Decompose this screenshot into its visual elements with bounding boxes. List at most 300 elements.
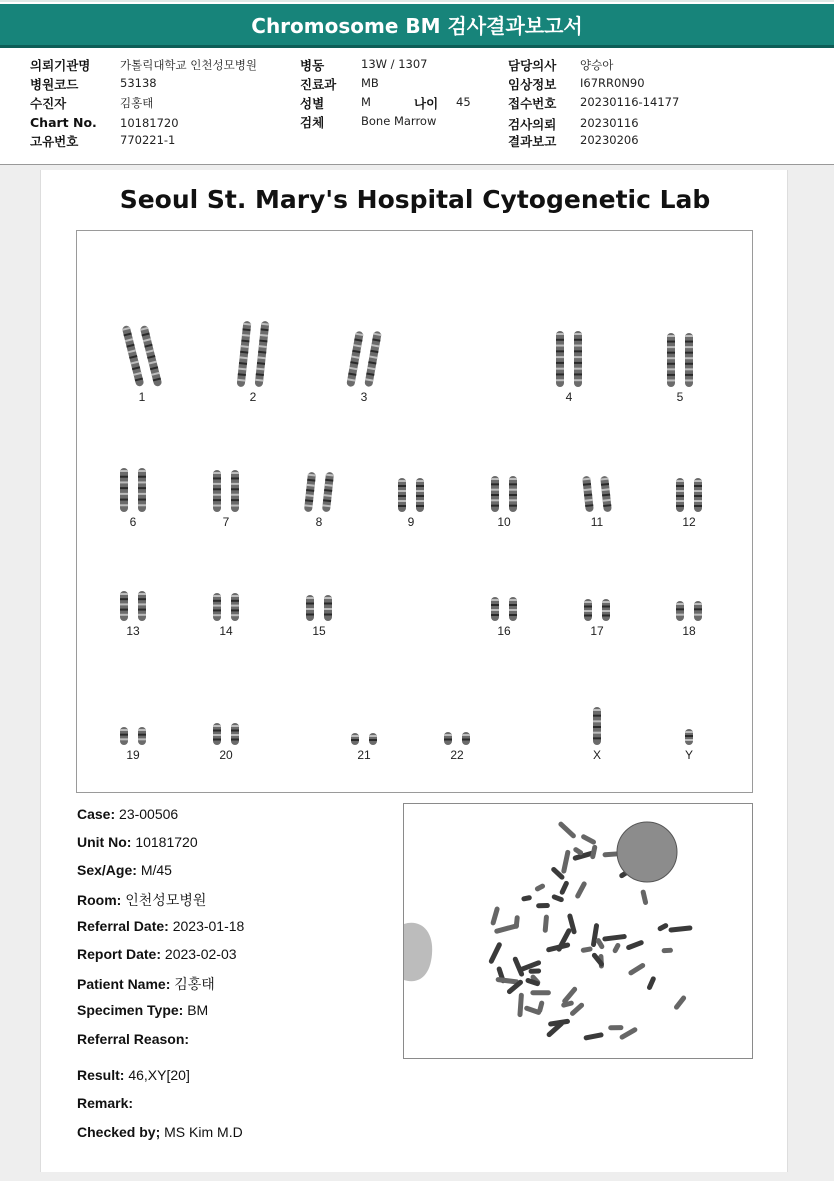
chromosome-band [676,495,684,497]
age-label: 나이 [414,96,439,111]
chromosome-band [685,363,693,365]
chromosome-band [120,487,128,489]
chromosome-band [231,595,239,597]
chromosome [600,476,612,513]
test-request-value: 20230116 [580,116,639,130]
chromosome-band [593,720,601,722]
chromosome-band [138,734,146,736]
metaphase-chromosome [528,968,541,973]
department-value: MB [361,76,379,90]
chromosome-band [306,603,314,605]
chromosome-band [491,483,499,485]
metaphase-chromosome [583,1032,604,1041]
chromosome-band [120,734,128,736]
chromosome-band [694,485,702,487]
chromosome-band [462,734,470,736]
chromosome-band [685,374,693,376]
chromosome-pair-19 [120,727,146,762]
chromosome-label: 21 [357,748,371,762]
chromosome-band [602,615,610,617]
chromosome-pair-7 [213,470,239,529]
chromosome-band [491,505,499,507]
report-header [0,0,834,165]
chromosome-band [602,606,610,608]
chromosome-label: 5 [676,390,684,404]
metaphase-chromosome [559,880,570,895]
chromosome-band [509,499,517,501]
chromosome-band [667,368,675,370]
chromosome-label: Y [684,748,694,762]
chromosome-pair-5 [667,333,693,404]
room-row: Room: 인천성모병원 [77,892,207,908]
chromosome [120,591,128,621]
chromosome-band [574,333,582,335]
result-row: Result: 46,XY[20] [77,1067,190,1083]
chromosome [416,478,424,512]
chromosome-band [213,488,221,490]
clinical-info-label: 임상정보 [508,77,557,92]
chromosome-band [676,505,684,507]
patient-name-row: Patient Name: 김홍태 [77,976,215,992]
chromosome-band [138,487,146,489]
unique-id-value: 770221-1 [120,133,176,147]
chromosome-pair-10 [491,476,517,529]
chromosome [694,478,702,512]
chart-no-value: 10181720 [120,116,179,130]
metaphase-figure [404,804,752,1058]
chromosome-band [231,609,239,611]
chromosome-band [593,709,601,711]
chromosome-band [667,379,675,381]
chromosome-band [574,362,582,364]
metaphase-image [403,803,753,1059]
chromosome-band [491,494,499,496]
chromosome-band [398,505,406,507]
chromosome-band [694,490,702,492]
chromosome-label: 11 [590,515,604,529]
chromosome-band [231,494,239,496]
chromosome-band [574,373,582,375]
chromosome [306,595,314,621]
chromosome-band [138,598,146,600]
chromosome-band [509,478,517,480]
interphase-nucleus [617,822,677,882]
accession-no-label: 접수번호 [508,96,557,111]
hospital-code-value: 53138 [120,76,157,90]
case-row: Case: 23-00506 [77,806,179,822]
metaphase-chromosome [574,881,587,900]
chromosome [237,321,252,387]
chromosome-band [120,738,128,740]
chromosome-band [138,481,146,483]
chromosome-band [351,735,359,737]
metaphase-chromosome [673,995,687,1011]
chromosome-band [231,505,239,507]
chromosome-band [138,476,146,478]
chromosome-band [667,374,675,376]
department-label: 진료과 [300,77,337,92]
chromosome-band [556,339,564,341]
patient-label: 수진자 [30,96,67,111]
chromosome-pair-9 [398,478,424,529]
chromosome-band [593,715,601,717]
specimen-value: Bone Marrow [361,114,437,128]
chromosome-band [416,505,424,507]
chromosome-band [602,610,610,612]
sex-age-row: Sex/Age: M/45 [77,862,172,878]
chromosome-band [120,476,128,478]
chromosome-band [509,599,517,601]
chromosome-label: 12 [682,515,696,529]
chromosome-label: X [592,748,602,762]
chromosome-band [667,357,675,359]
chromosome-band [694,614,702,616]
chromosome-band [574,368,582,370]
requesting-institution-value: 가톨릭대학교 인천성모병원 [120,58,257,72]
chromosome-band [398,485,406,487]
chromosome-pair-13 [120,591,146,638]
chromosome-band [416,495,424,497]
attending-doctor-value: 양승아 [580,58,614,72]
chromosome [602,599,610,621]
chromosome-band [685,335,693,337]
chromosome-band [509,494,517,496]
chromosome-band [120,609,128,611]
chromosome [213,593,221,621]
chromosome-band [685,368,693,370]
chromosome [676,601,684,621]
chromosome-band [213,472,221,474]
chromosome [255,321,270,387]
chromosome [122,325,145,387]
chromosome-band [138,499,146,501]
chromosome-pair-16 [491,597,517,638]
chromosome-pair-4 [556,331,582,404]
chromosome-band [324,608,332,610]
chromosome-band [213,505,221,507]
chromosome [120,727,128,745]
chromosome [231,593,239,621]
report-page [40,170,788,1172]
attending-doctor-label: 담당의사 [508,58,557,73]
chromosome-label: 4 [565,390,573,404]
chromosome-band [444,734,452,736]
metaphase-chromosome [521,895,532,902]
chromosome-band [369,735,377,737]
chart-no-label: Chart No. [30,115,97,130]
chromosome-band [138,603,146,605]
chromosome-band [556,345,564,347]
chromosome-band [231,730,239,732]
sex-value: M [361,95,371,109]
chromosome-band [120,614,128,616]
chromosome [231,470,239,512]
chromosome-band [231,499,239,501]
chromosome-band [685,731,693,733]
chromosome-label: 16 [497,624,511,638]
result-report-label: 결과보고 [508,134,557,149]
metaphase-chromosome [646,976,656,991]
chromosome-band [231,483,239,485]
chromosome [593,707,601,745]
chromosome-band [694,603,702,605]
chromosome-band [416,485,424,487]
chromosome-band [120,499,128,501]
chromosome-band [120,504,128,506]
chromosome [322,472,334,513]
chromosome-pair-20 [213,723,239,762]
chromosome-band [398,480,406,482]
chromosome-pair-Y [685,729,693,762]
chromosome-band [667,363,675,365]
chromosome-band [676,500,684,502]
chromosome-band [120,481,128,483]
chromosome-pair-15 [306,595,332,638]
chromosome-band [584,610,592,612]
chromosome-band [398,490,406,492]
chromosome-band [120,598,128,600]
chromosome-band [694,495,702,497]
metaphase-chromosome [640,889,648,905]
chromosome [685,333,693,387]
chromosome [304,472,316,513]
chromosome-band [694,500,702,502]
chromosome-band [324,603,332,605]
chromosome-band [213,605,221,607]
accession-no-value: 20230116-14177 [580,95,680,109]
chromosome-label: 15 [312,624,326,638]
chromosome-label: 2 [249,390,257,404]
specimen-type-row: Specimen Type: BM [77,1002,209,1018]
chromosome-band [676,485,684,487]
chromosome-label: 1 [138,390,146,404]
chromosome-band [138,738,146,740]
metaphase-chromosome [534,883,546,892]
chromosome-band [231,488,239,490]
chromosome-pair-1 [122,325,163,404]
chromosome-band [667,335,675,337]
chromosome [364,331,382,388]
chromosome [213,470,221,512]
chromosome-band [231,605,239,607]
chromosome-band [120,470,128,472]
chromosome-band [491,609,499,611]
chromosome [676,478,684,512]
chromosome-band [306,597,314,599]
chromosome-band [138,729,146,731]
chromosome [351,733,359,745]
chromosome-band [676,608,684,610]
chromosome-band [231,477,239,479]
chromosome-band [676,490,684,492]
chromosome-band [491,499,499,501]
chromosome-label: 7 [222,515,230,529]
metaphase-chromosome [514,915,520,929]
chromosome-band [667,341,675,343]
chromosome [582,476,594,513]
chromosome-pair-17 [584,599,610,638]
chromosome-band [398,500,406,502]
chromosome-band [324,597,332,599]
chromosome-band [491,478,499,480]
chromosome-label: 6 [129,515,137,529]
chromosome-label: 22 [450,748,464,762]
chromosome [685,729,693,745]
chromosome-band [509,489,517,491]
chromosome-band [416,500,424,502]
chromosome-band [685,352,693,354]
chromosome-pair-X [593,707,601,762]
chromosome [231,723,239,745]
chromosome-band [306,608,314,610]
chromosome-pair-14 [213,593,239,638]
chromosome-label: 19 [126,748,140,762]
chromosome-pair-6 [120,468,146,529]
sex-label: 성별 [300,96,325,111]
metaphase-chromosome [608,1025,623,1030]
chromosome-band [593,737,601,739]
chromosome-band [213,477,221,479]
chromosome-band [213,609,221,611]
chromosome-band [676,614,684,616]
ward-label: 병동 [300,58,325,73]
karyogram-figure [77,231,752,792]
chromosome-band [324,614,332,616]
metaphase-chromosome [657,922,669,932]
chromosome-band [398,495,406,497]
chromosome-band [676,480,684,482]
metaphase-chromosome [580,946,593,953]
chromosome-band [213,499,221,501]
chromosome-band [138,504,146,506]
referral-date-row: Referral Date: 2023-01-18 [77,918,245,934]
chromosome-band [213,483,221,485]
chromosome-band [667,346,675,348]
chromosome-band [213,494,221,496]
chromosome-band [509,604,517,606]
chromosome-pair-18 [676,601,702,638]
chromosome-label: 8 [315,515,323,529]
chromosome [398,478,406,512]
chromosome-band [694,505,702,507]
chromosome-band [556,379,564,381]
chromosome-band [685,341,693,343]
chromosome-band [231,600,239,602]
chromosome-band [509,483,517,485]
chromosome-band [694,608,702,610]
chromosome-pair-12 [676,478,702,529]
patient-value: 김홍태 [120,96,154,110]
report-title: Chromosome BM 검사결과보고서 [0,4,834,48]
metaphase-chromosome [551,894,565,903]
chromosome [346,331,364,388]
test-request-label: 검사의뢰 [508,117,557,132]
chromosome-band [574,379,582,381]
chromosome-band [231,739,239,741]
chromosome-band [491,614,499,616]
chromosome-band [231,614,239,616]
chromosome [462,732,470,745]
chromosome-band [306,614,314,616]
chromosome-label: 18 [682,624,696,638]
chromosome-band [667,352,675,354]
chromosome-pair-3 [346,331,382,404]
chromosome-band [491,604,499,606]
chromosome-band [444,739,452,741]
chromosome-band [138,593,146,595]
chromosome-band [213,725,221,727]
metaphase-chromosome [536,903,550,908]
chromosome-band [574,345,582,347]
clinical-info-value: I67RR0N90 [580,76,645,90]
result-report-value: 20230206 [580,133,639,147]
chromosome-band [584,601,592,603]
specimen-label: 검체 [300,115,325,130]
chromosome-band [584,606,592,608]
chromosome-band [556,350,564,352]
lab-title: Seoul St. Mary's Hospital Cytogenetic Lab [119,185,711,214]
chromosome [509,476,517,512]
chromosome-band [138,470,146,472]
chromosome-pair-2 [237,321,270,404]
chromosome [444,732,452,745]
chromosome-band [369,739,377,741]
chromosome-band [685,739,693,741]
metaphase-chromosome [488,941,503,964]
chromosome-body [231,593,239,621]
chromosome-label: 10 [497,515,511,529]
karyogram [76,230,753,793]
chromosome-band [231,725,239,727]
metaphase-chromosome [602,934,627,942]
chromosome-band [685,357,693,359]
chromosome-pair-21 [351,733,377,762]
chromosome-band [351,739,359,741]
chromosome-band [685,379,693,381]
chromosome-band [593,732,601,734]
chromosome-band [584,615,592,617]
chromosome-band [694,480,702,482]
chromosome-band [574,350,582,352]
chromosome-body [138,591,146,621]
chromosome-band [213,614,221,616]
chromosome-band [213,739,221,741]
chromosome-band [491,599,499,601]
metaphase-chromosome [530,990,551,995]
remark-row: Remark: [77,1095,134,1111]
chromosome [324,595,332,621]
chromosome [556,331,564,387]
chromosome [213,723,221,745]
chromosome-band [574,356,582,358]
chromosome-band [556,333,564,335]
chromosome-band [138,493,146,495]
metaphase-chromosome [561,849,571,874]
chromosome-band [416,480,424,482]
chromosome-label: 3 [360,390,368,404]
metaphase-chromosome [556,927,573,952]
chromosome-body [213,593,221,621]
metaphase-chromosome [537,1000,545,1014]
checked-by-row: Checked by; MS Kim M.D [77,1124,243,1140]
hospital-code-label: 병원코드 [30,77,79,92]
chromosome-band [120,493,128,495]
unit-no-row: Unit No: 10181720 [77,834,198,850]
chromosome [138,468,146,512]
metaphase-chromosome [612,942,622,954]
chromosome-band [138,609,146,611]
chromosome [584,599,592,621]
